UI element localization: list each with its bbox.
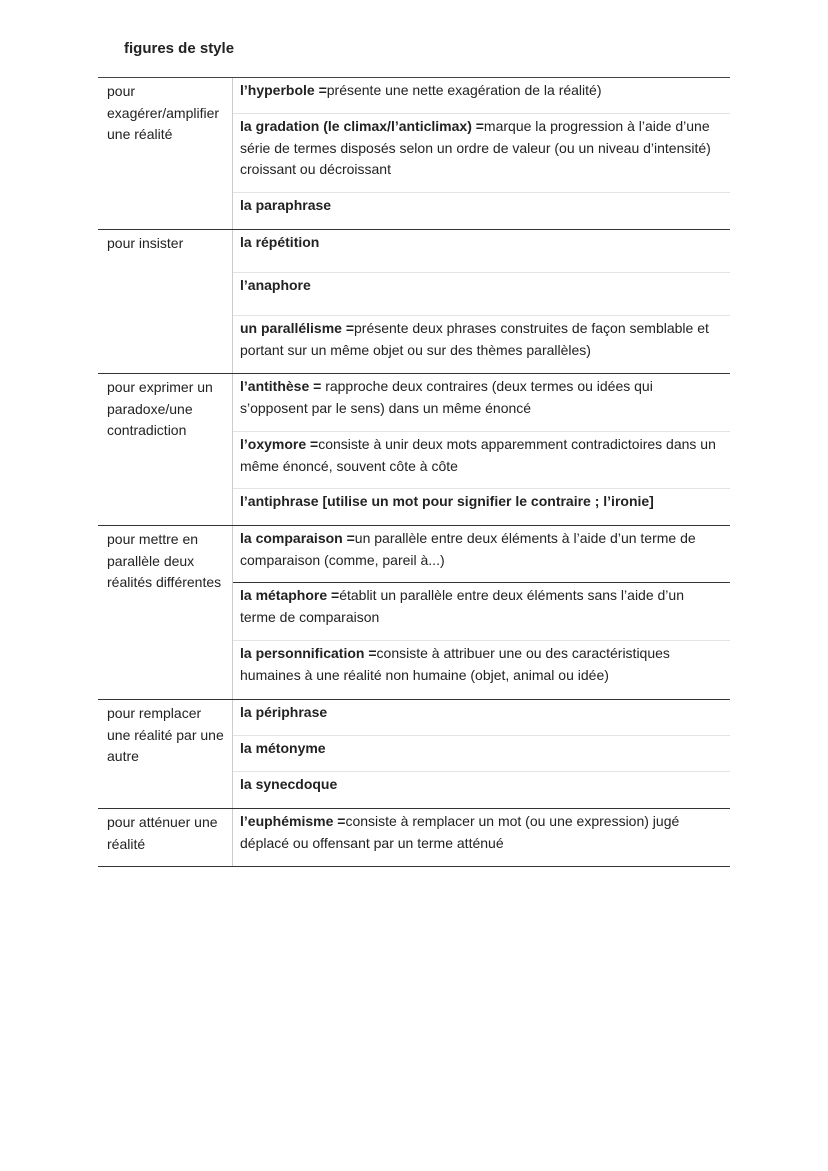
figure-entry (233, 230, 730, 273)
figure-entry (233, 700, 730, 736)
table-row-group (98, 374, 730, 526)
figure-entry (233, 641, 730, 699)
figure-term: la paraphrase (240, 197, 332, 213)
category-label: pour atténuer une réalité (98, 809, 233, 866)
figure-entry (233, 78, 730, 114)
figure-definition: établit un parallèle entre deux éléments sans l’aide d’un terme de comparaison (240, 587, 684, 625)
figure-term: la comparaison = (240, 530, 355, 546)
category-label: pour mettre en parallèle deux réalités différentes (98, 526, 233, 699)
table-row-group (98, 526, 730, 700)
figure-term: la répétition (240, 234, 320, 250)
figure-entry (233, 316, 730, 373)
figure-entry (233, 273, 730, 316)
figure-entry (233, 526, 730, 583)
figure-term: un parallélisme = (240, 320, 354, 336)
table-row-group (98, 809, 730, 867)
figures-table (98, 77, 730, 867)
figure-entry (233, 583, 730, 641)
figure-definition: présente deux phrases construites de façon semblable et portant sur un même objet ou sur des thèmes parallèles) (240, 320, 709, 358)
figure-definition: consiste à unir deux mots apparemment contradictoires dans un même énoncé, souvent côte à côte (240, 436, 716, 474)
category-label: pour exprimer un paradoxe/une contradiction (98, 374, 233, 525)
figure-entry (233, 809, 730, 866)
figure-definition: rapproche deux contraires (deux termes ou idées qui s’opposent par le sens) dans un même énoncé (240, 378, 653, 416)
figure-term: la personnification = (240, 645, 377, 661)
figure-entry (233, 374, 730, 432)
figure-term: la gradation (le climax/l’anticlimax) = (240, 118, 484, 134)
figure-definition: consiste à remplacer un mot (ou une expression) jugé déplacé ou offensant par un terme atténué (240, 813, 680, 851)
figure-definition: consiste à attribuer une ou des caractéristiques humaines à une réalité non humaine (objet, animal ou idée) (240, 645, 670, 683)
page-title: figures de style (124, 40, 235, 57)
figure-term: la synecdoque (240, 776, 338, 792)
figure-definition: présente une nette exagération de la réalité) (326, 82, 602, 98)
figure-entry (233, 736, 730, 772)
figure-term: l’euphémisme = (240, 813, 346, 829)
figure-entry (233, 114, 730, 193)
figure-entry (233, 772, 730, 808)
figure-entry (233, 432, 730, 489)
figure-definition: marque la progression à l’aide d’une série de termes disposés selon un ordre de valeur (ou un niveau d’intensité) croissant ou décroissant (240, 118, 711, 177)
figure-entry (233, 193, 730, 229)
figure-definition: un parallèle entre deux éléments à l’aide d’un terme de comparaison (comme, pareil à...) (240, 530, 696, 568)
figure-term: l’oxymore = (240, 436, 319, 452)
category-label: pour insister (98, 230, 233, 373)
figure-term: l’hyperbole = (240, 82, 327, 98)
table-row-group (98, 78, 730, 230)
figure-term: la périphrase (240, 704, 328, 720)
figure-term: l’antithèse = (240, 378, 322, 394)
figure-term: la métaphore = (240, 587, 340, 603)
table-row-group (98, 700, 730, 809)
figure-entry (233, 489, 730, 525)
figure-term: l’anaphore (240, 277, 311, 293)
figure-term: l’antiphrase [utilise un mot pour signifier le contraire ; l’ironie] (240, 493, 654, 509)
category-label: pour remplacer une réalité par une autre (98, 700, 233, 808)
table-row-group (98, 230, 730, 374)
category-label: pour exagérer/amplifier une réalité (98, 78, 233, 229)
figure-term: la métonyme (240, 740, 326, 756)
